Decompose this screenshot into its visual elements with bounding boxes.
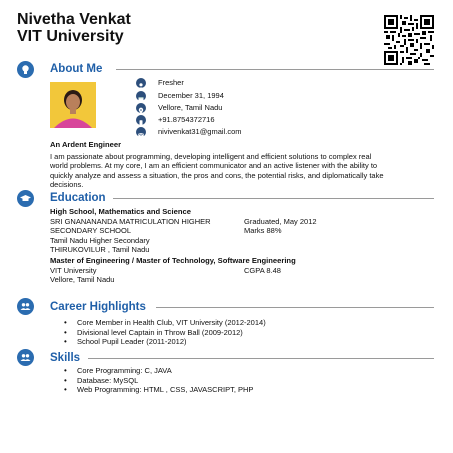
list-item: • Divisional level Captain in Throw Ball (2009-2012) [64, 328, 266, 338]
education-cgpa: CGPA 8.48 [244, 266, 281, 275]
section-divider [116, 69, 434, 70]
summary-line: quickly analyze and assess a situation, the pros and cons, the potential risks, and diplomatically take [50, 170, 384, 180]
section-divider [88, 358, 434, 359]
contact-experience: Fresher [158, 78, 184, 87]
contact-birthdate: December 31, 1994 [158, 91, 224, 100]
section-divider [156, 307, 434, 308]
location-pin-icon [136, 103, 146, 113]
calendar-icon [136, 91, 146, 101]
career-list [64, 318, 266, 347]
list-item: • Database: MySQL [64, 376, 253, 386]
contact-phone: +91.8754372716 [158, 115, 215, 124]
education-result [244, 217, 317, 236]
education-heading: Master of Engineering / Master of Technology, Software Engineering [50, 256, 296, 265]
summary-line: I am passionate about programming, developing intelligent and efficient solutions to complex real [50, 152, 372, 161]
education-line: Vellore, Tamil Nadu [50, 275, 115, 285]
education-line: SECONDARY SCHOOL [50, 226, 131, 236]
headline: An Ardent Engineer [50, 140, 122, 149]
education-title: Education [50, 192, 106, 204]
contact-email[interactable]: nivivenkat31@gmail.com [158, 127, 242, 136]
education-graduated: Graduated, May 2012 [244, 217, 317, 226]
profile-photo [50, 82, 96, 128]
about-me-title: About Me [50, 63, 103, 75]
graduation-cap-icon [17, 190, 34, 207]
skills-title: Skills [50, 352, 81, 364]
section-divider [113, 198, 434, 199]
education-marks: Marks 88% [244, 226, 282, 236]
education-heading: High School, Mathematics and Science [50, 207, 191, 216]
education-line: VIT University [50, 266, 97, 275]
education-line: Tamil Nadu Higher Secondary [50, 235, 150, 245]
candidate-name: Nivetha Venkat [17, 11, 131, 28]
career-highlights-title: Career Highlights [50, 301, 146, 313]
users-icon [17, 298, 34, 315]
list-item: • Core Member in Health Club, VIT University (2012-2014) [64, 318, 266, 328]
skills-icon [17, 349, 34, 366]
lightbulb-icon [17, 61, 34, 78]
university-name: VIT University [17, 28, 124, 45]
education-details [50, 217, 211, 255]
education-details [50, 266, 114, 285]
summary-paragraph [50, 152, 384, 190]
education-line: THIRUKOVILUR , Tamil Nadu [50, 245, 150, 255]
summary-line: world problems. At my core, I am an efficient communicator and an active listener with the ability to [50, 161, 378, 171]
education-result [244, 266, 281, 275]
education-line: SRI GNANANANDA MATRICULATION HIGHER [50, 217, 211, 226]
person-icon [136, 78, 146, 88]
phone-icon [136, 115, 146, 125]
qr-code-icon [384, 15, 434, 65]
email-icon [136, 127, 146, 137]
list-item: • Web Programming: HTML , CSS, JAVASCRIPT, PHP [64, 385, 253, 395]
summary-line: decisions. [50, 180, 84, 190]
contact-location: Vellore, Tamil Nadu [158, 103, 223, 112]
list-item: • School Pupil Leader (2011-2012) [64, 337, 266, 347]
list-item: • Core Programming: C, JAVA [64, 366, 253, 376]
skills-list [64, 366, 253, 395]
